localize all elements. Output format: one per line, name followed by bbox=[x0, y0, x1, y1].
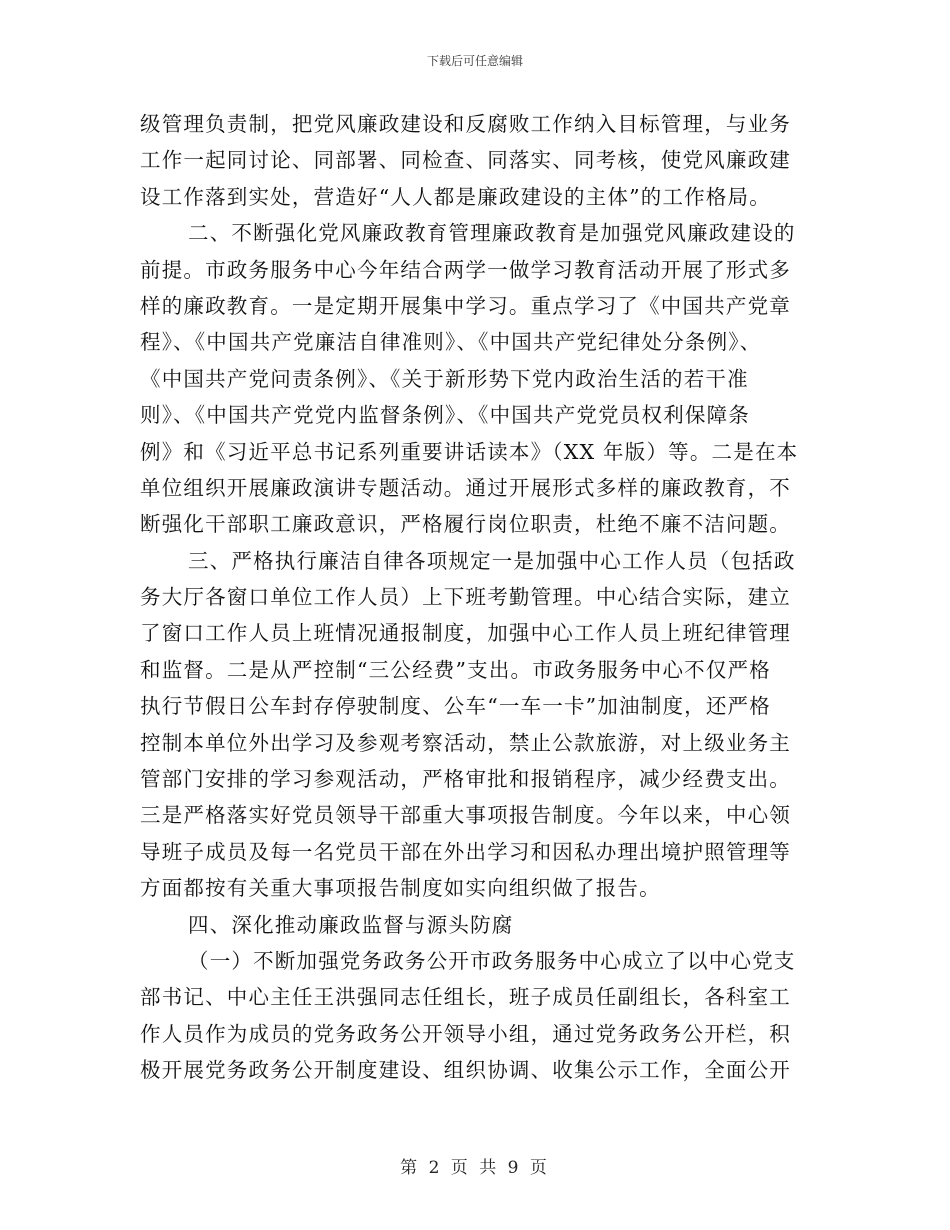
text-line: 例》和《习近平总书记系列重要讲话读本》（XX 年版）等。二是在本 bbox=[140, 439, 799, 464]
text-line: 和监督。二是从严控制“三公经费”支出。市政务服务中心不仅严格 bbox=[140, 657, 771, 682]
page-header: 下载后可任意编辑 bbox=[426, 54, 523, 68]
text-line: 三是严格落实好党员领导干部重大事项报告制度。今年以来，中心领 bbox=[140, 803, 791, 828]
section-heading-line: 四、深化推动廉政监督与源头防腐 bbox=[188, 912, 514, 937]
text-line: 了窗口工作人员上班情况通报制度，加强中心工作人员上班纪律管理 bbox=[140, 621, 791, 646]
text-line: 导班子成员及每一名党员干部在外出学习和因私办理出境护照管理等 bbox=[140, 839, 791, 864]
text-line: 管部门安排的学习参观活动，严格审批和报销程序，减少经费支出。 bbox=[140, 767, 791, 792]
text-line: 前提。市政务服务中心今年结合两学一做学习教育活动开展了形式多 bbox=[140, 257, 791, 282]
page-number-footer: 第 2 页 共 9 页 bbox=[400, 1158, 550, 1178]
paragraph-start-line: 三、严格执行廉洁自律各项规定一是加强中心工作人员（包括政 bbox=[188, 548, 796, 573]
text-line: 执行节假日公车封存停驶制度、公车“一车一卡”加油制度，还严格 bbox=[140, 694, 771, 719]
text-line: 工作一起同讨论、同部署、同检查、同落实、同考核，使党风廉政建 bbox=[140, 148, 791, 173]
text-line: 极开展党务政务公开制度建设、组织协调、收集公示工作，全面公开 bbox=[140, 1058, 791, 1083]
text-line: 断强化干部职工廉政意识，严格履行岗位职责，杜绝不廉不洁问题。 bbox=[140, 512, 791, 537]
paragraph-start-line: 二、不断强化党风廉政教育管理廉政教育是加强党风廉政建设的 bbox=[188, 221, 796, 246]
text-line: 单位组织开展廉政演讲专题活动。通过开展形式多样的廉政教育，不 bbox=[140, 475, 791, 500]
text-line: 务大厅各窗口单位工作人员）上下班考勤管理。中心结合实际，建立 bbox=[140, 585, 791, 610]
text-line: 部书记、中心主任王洪强同志任组长，班子成员任副组长，各科室工 bbox=[140, 985, 791, 1010]
text-line: 方面都按有关重大事项报告制度如实向组织做了报告。 bbox=[140, 876, 661, 901]
text-line: 则》、《中国共产党党内监督条例》、《中国共产党党员权利保障条 bbox=[140, 403, 750, 428]
text-line: 《中国共产党问责条例》、《关于新形势下党内政治生活的若干准 bbox=[140, 366, 749, 391]
text-line: 控制本单位外出学习及参观考察活动，禁止公款旅游，对上级业务主 bbox=[140, 730, 791, 755]
text-line: 作人员作为成员的党务政务公开领导小组，通过党务政务公开栏，积 bbox=[140, 1021, 791, 1046]
text-line: 样的廉政教育。一是定期开展集中学习。重点学习了《中国共产党章 bbox=[140, 293, 791, 318]
body-text bbox=[140, 106, 808, 1089]
text-line: 级管理负责制，把党风廉政建设和反腐败工作纳入目标管理，与业务 bbox=[140, 112, 791, 136]
text-line: 程》、《中国共产党廉洁自律准则》、《中国共产党纪律处分条例》、 bbox=[140, 330, 762, 355]
paragraph-start-line: （一）不断加强党务政务公开市政务服务中心成立了以中心党支 bbox=[188, 948, 796, 973]
text-line: 设工作落到实处，营造好“人人都是廉政建设的主体”的工作格局。 bbox=[140, 184, 771, 209]
